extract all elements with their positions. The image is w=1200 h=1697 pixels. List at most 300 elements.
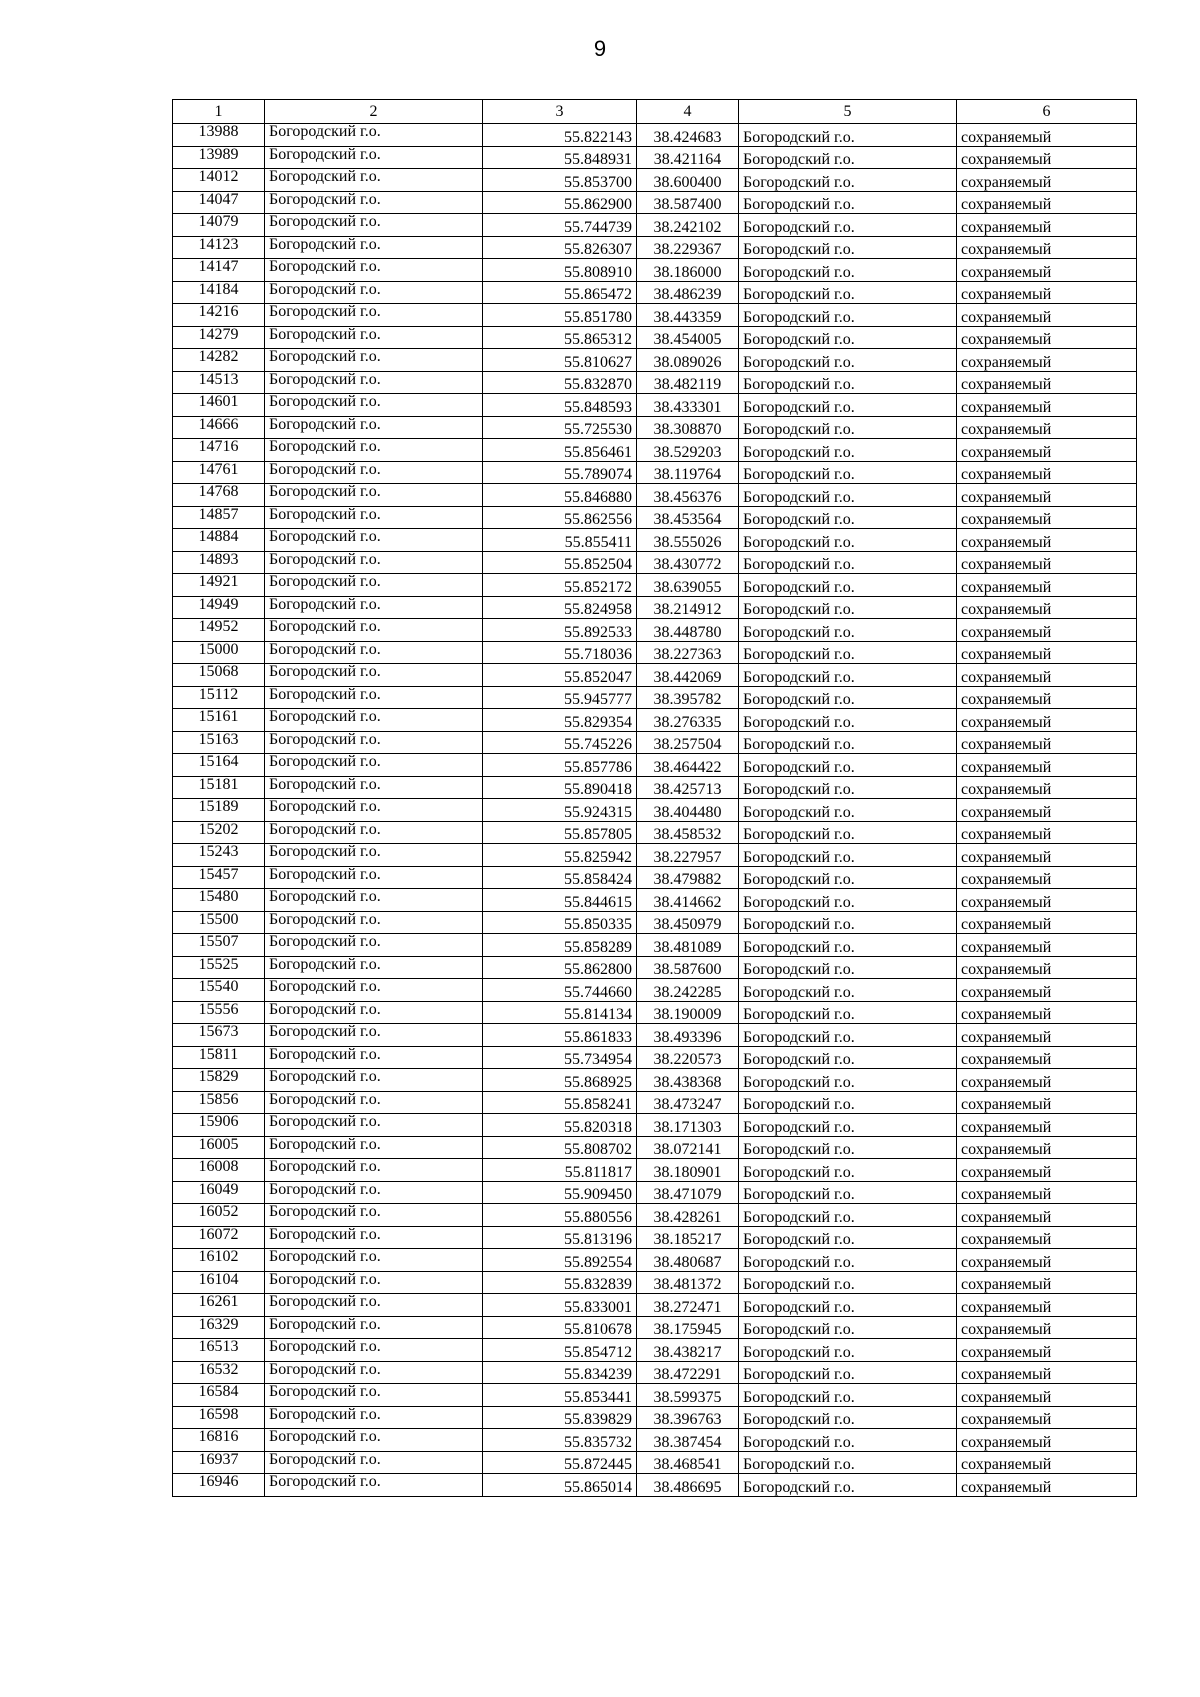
status-cell: сохраняемый (957, 371, 1137, 394)
longitude-cell: 38.272471 (637, 1294, 739, 1317)
location-district-cell: Богородский г.о. (739, 1226, 957, 1249)
longitude-cell: 38.185217 (637, 1226, 739, 1249)
status-cell: сохраняемый (957, 461, 1137, 484)
latitude-cell: 55.892554 (483, 1249, 637, 1272)
object-id-cell: 15243 (173, 844, 265, 867)
district-cell: Богородский г.о. (265, 146, 483, 169)
status-cell: сохраняемый (957, 934, 1137, 957)
location-district-cell: Богородский г.о. (739, 1406, 957, 1429)
object-id-cell: 14921 (173, 574, 265, 597)
district-cell: Богородский г.о. (265, 1069, 483, 1092)
status-cell: сохраняемый (957, 214, 1137, 237)
district-cell: Богородский г.о. (265, 1159, 483, 1182)
longitude-cell: 38.308870 (637, 416, 739, 439)
status-cell: сохраняемый (957, 1046, 1137, 1069)
longitude-cell: 38.555026 (637, 529, 739, 552)
table-row (173, 259, 1137, 282)
latitude-cell: 55.839829 (483, 1406, 637, 1429)
latitude-cell: 55.718036 (483, 641, 637, 664)
longitude-cell: 38.395782 (637, 686, 739, 709)
table-row (173, 1429, 1137, 1452)
object-id-cell: 15163 (173, 731, 265, 754)
object-id-cell: 15161 (173, 709, 265, 732)
district-cell: Богородский г.о. (265, 416, 483, 439)
longitude-cell: 38.421164 (637, 146, 739, 169)
page-number: 9 (593, 36, 607, 61)
district-cell: Богородский г.о. (265, 1384, 483, 1407)
table-row (173, 1339, 1137, 1362)
latitude-cell: 55.861833 (483, 1024, 637, 1047)
longitude-cell: 38.175945 (637, 1316, 739, 1339)
longitude-cell: 38.587400 (637, 191, 739, 214)
latitude-cell: 55.909450 (483, 1181, 637, 1204)
latitude-cell: 55.850335 (483, 911, 637, 934)
location-district-cell: Богородский г.о. (739, 754, 957, 777)
longitude-cell: 38.468541 (637, 1451, 739, 1474)
latitude-cell: 55.744739 (483, 214, 637, 237)
location-district-cell: Богородский г.о. (739, 1046, 957, 1069)
latitude-cell: 55.857786 (483, 754, 637, 777)
table-row (173, 394, 1137, 417)
object-id-cell: 15540 (173, 979, 265, 1002)
latitude-cell: 55.824958 (483, 596, 637, 619)
district-cell: Богородский г.о. (265, 1474, 483, 1497)
table-row (173, 1159, 1137, 1182)
location-district-cell: Богородский г.о. (739, 619, 957, 642)
latitude-cell: 55.858424 (483, 866, 637, 889)
table-row (173, 191, 1137, 214)
district-cell: Богородский г.о. (265, 169, 483, 192)
location-district-cell: Богородский г.о. (739, 709, 957, 732)
table-row (173, 529, 1137, 552)
object-id-cell: 16532 (173, 1361, 265, 1384)
location-district-cell: Богородский г.о. (739, 326, 957, 349)
object-id-cell: 15906 (173, 1114, 265, 1137)
latitude-cell: 55.810678 (483, 1316, 637, 1339)
status-cell: сохраняемый (957, 709, 1137, 732)
status-cell: сохраняемый (957, 1069, 1137, 1092)
district-cell: Богородский г.о. (265, 1294, 483, 1317)
location-district-cell: Богородский г.о. (739, 641, 957, 664)
longitude-cell: 38.227957 (637, 844, 739, 867)
table-row (173, 1316, 1137, 1339)
table-row (173, 664, 1137, 687)
longitude-cell: 38.190009 (637, 1001, 739, 1024)
longitude-cell: 38.214912 (637, 596, 739, 619)
district-cell: Богородский г.о. (265, 1181, 483, 1204)
object-id-cell: 16104 (173, 1271, 265, 1294)
longitude-cell: 38.186000 (637, 259, 739, 282)
district-cell: Богородский г.о. (265, 461, 483, 484)
location-district-cell: Богородский г.о. (739, 146, 957, 169)
longitude-cell: 38.119764 (637, 461, 739, 484)
object-id-cell: 14893 (173, 551, 265, 574)
longitude-cell: 38.450979 (637, 911, 739, 934)
object-id-cell: 16937 (173, 1451, 265, 1474)
longitude-cell: 38.458532 (637, 821, 739, 844)
longitude-cell: 38.443359 (637, 304, 739, 327)
location-district-cell: Богородский г.о. (739, 1159, 957, 1182)
latitude-cell: 55.811817 (483, 1159, 637, 1182)
table-header (173, 100, 1137, 124)
latitude-cell: 55.890418 (483, 776, 637, 799)
location-district-cell: Богородский г.о. (739, 1316, 957, 1339)
latitude-cell: 55.853700 (483, 169, 637, 192)
latitude-cell: 55.808702 (483, 1136, 637, 1159)
latitude-cell: 55.862556 (483, 506, 637, 529)
location-district-cell: Богородский г.о. (739, 1384, 957, 1407)
longitude-cell: 38.442069 (637, 664, 739, 687)
latitude-cell: 55.892533 (483, 619, 637, 642)
object-id-cell: 15829 (173, 1069, 265, 1092)
district-cell: Богородский г.о. (265, 1136, 483, 1159)
location-district-cell: Богородский г.о. (739, 124, 957, 147)
table-row (173, 236, 1137, 259)
table-row (173, 709, 1137, 732)
district-cell: Богородский г.о. (265, 1361, 483, 1384)
table-row (173, 506, 1137, 529)
latitude-cell: 55.844615 (483, 889, 637, 912)
column-header-2: 2 (265, 100, 483, 124)
object-id-cell: 16816 (173, 1429, 265, 1452)
latitude-cell: 55.865312 (483, 326, 637, 349)
status-cell: сохраняемый (957, 1226, 1137, 1249)
table-row (173, 1406, 1137, 1429)
object-id-cell: 14857 (173, 506, 265, 529)
longitude-cell: 38.438368 (637, 1069, 739, 1092)
table-row (173, 146, 1137, 169)
longitude-cell: 38.448780 (637, 619, 739, 642)
status-cell: сохраняемый (957, 1294, 1137, 1317)
column-header-5: 5 (739, 100, 957, 124)
table-row (173, 956, 1137, 979)
table-row (173, 1249, 1137, 1272)
status-cell: сохраняемый (957, 191, 1137, 214)
location-district-cell: Богородский г.о. (739, 1339, 957, 1362)
longitude-cell: 38.414662 (637, 889, 739, 912)
object-id-cell: 16329 (173, 1316, 265, 1339)
table-row (173, 1136, 1137, 1159)
location-district-cell: Богородский г.о. (739, 731, 957, 754)
table-row (173, 1091, 1137, 1114)
location-district-cell: Богородский г.о. (739, 281, 957, 304)
latitude-cell: 55.865472 (483, 281, 637, 304)
status-cell: сохраняемый (957, 1091, 1137, 1114)
table-row (173, 821, 1137, 844)
latitude-cell: 55.846880 (483, 484, 637, 507)
object-id-cell: 15189 (173, 799, 265, 822)
district-cell: Богородский г.о. (265, 236, 483, 259)
object-id-cell: 15000 (173, 641, 265, 664)
table-row (173, 551, 1137, 574)
object-id-cell: 15164 (173, 754, 265, 777)
object-id-cell: 14949 (173, 596, 265, 619)
table-row (173, 1114, 1137, 1137)
status-cell: сохраняемый (957, 304, 1137, 327)
longitude-cell: 38.639055 (637, 574, 739, 597)
longitude-cell: 38.171303 (637, 1114, 739, 1137)
table-row (173, 1474, 1137, 1497)
location-district-cell: Богородский г.о. (739, 169, 957, 192)
location-district-cell: Богородский г.о. (739, 889, 957, 912)
status-cell: сохраняемый (957, 1249, 1137, 1272)
location-district-cell: Богородский г.о. (739, 236, 957, 259)
table-row (173, 1451, 1137, 1474)
longitude-cell: 38.387454 (637, 1429, 739, 1452)
location-district-cell: Богородский г.о. (739, 1451, 957, 1474)
longitude-cell: 38.072141 (637, 1136, 739, 1159)
district-cell: Богородский г.о. (265, 866, 483, 889)
longitude-cell: 38.587600 (637, 956, 739, 979)
object-id-cell: 14079 (173, 214, 265, 237)
latitude-cell: 55.868925 (483, 1069, 637, 1092)
status-cell: сохраняемый (957, 281, 1137, 304)
status-cell: сохраняемый (957, 349, 1137, 372)
status-cell: сохраняемый (957, 956, 1137, 979)
district-cell: Богородский г.о. (265, 506, 483, 529)
object-id-cell: 15673 (173, 1024, 265, 1047)
location-district-cell: Богородский г.о. (739, 214, 957, 237)
district-cell: Богородский г.о. (265, 1046, 483, 1069)
longitude-cell: 38.600400 (637, 169, 739, 192)
status-cell: сохраняемый (957, 821, 1137, 844)
object-id-cell: 14012 (173, 169, 265, 192)
status-cell: сохраняемый (957, 979, 1137, 1002)
latitude-cell: 55.810627 (483, 349, 637, 372)
district-cell: Богородский г.о. (265, 259, 483, 282)
location-district-cell: Богородский г.о. (739, 304, 957, 327)
latitude-cell: 55.872445 (483, 1451, 637, 1474)
district-cell: Богородский г.о. (265, 956, 483, 979)
status-cell: сохраняемый (957, 889, 1137, 912)
location-district-cell: Богородский г.о. (739, 506, 957, 529)
table-row (173, 1384, 1137, 1407)
status-cell: сохраняемый (957, 731, 1137, 754)
status-cell: сохраняемый (957, 844, 1137, 867)
location-district-cell: Богородский г.о. (739, 416, 957, 439)
district-cell: Богородский г.о. (265, 844, 483, 867)
location-district-cell: Богородский г.о. (739, 1429, 957, 1452)
column-header-1: 1 (173, 100, 265, 124)
object-id-cell: 15556 (173, 1001, 265, 1024)
district-cell: Богородский г.о. (265, 551, 483, 574)
table-row (173, 799, 1137, 822)
table-row (173, 934, 1137, 957)
longitude-cell: 38.438217 (637, 1339, 739, 1362)
location-district-cell: Богородский г.о. (739, 686, 957, 709)
district-cell: Богородский г.о. (265, 934, 483, 957)
table-row (173, 641, 1137, 664)
latitude-cell: 55.857805 (483, 821, 637, 844)
location-district-cell: Богородский г.о. (739, 956, 957, 979)
status-cell: сохраняемый (957, 1001, 1137, 1024)
status-cell: сохраняемый (957, 439, 1137, 462)
object-id-cell: 14047 (173, 191, 265, 214)
longitude-cell: 38.229367 (637, 236, 739, 259)
district-cell: Богородский г.о. (265, 911, 483, 934)
district-cell: Богородский г.о. (265, 686, 483, 709)
district-cell: Богородский г.о. (265, 304, 483, 327)
table-row (173, 754, 1137, 777)
district-cell: Богородский г.о. (265, 1271, 483, 1294)
status-cell: сохраняемый (957, 1159, 1137, 1182)
object-id-cell: 16584 (173, 1384, 265, 1407)
object-id-cell: 15112 (173, 686, 265, 709)
status-cell: сохраняемый (957, 1181, 1137, 1204)
status-cell: сохраняемый (957, 799, 1137, 822)
latitude-cell: 55.833001 (483, 1294, 637, 1317)
table-row (173, 574, 1137, 597)
status-cell: сохраняемый (957, 1316, 1137, 1339)
longitude-cell: 38.242285 (637, 979, 739, 1002)
district-cell: Богородский г.о. (265, 326, 483, 349)
longitude-cell: 38.227363 (637, 641, 739, 664)
location-district-cell: Богородский г.о. (739, 866, 957, 889)
longitude-cell: 38.481089 (637, 934, 739, 957)
status-cell: сохраняемый (957, 911, 1137, 934)
longitude-cell: 38.428261 (637, 1204, 739, 1227)
object-id-cell: 14123 (173, 236, 265, 259)
district-cell: Богородский г.о. (265, 1204, 483, 1227)
district-cell: Богородский г.о. (265, 371, 483, 394)
table-row (173, 911, 1137, 934)
latitude-cell: 55.813196 (483, 1226, 637, 1249)
status-cell: сохраняемый (957, 1384, 1137, 1407)
district-cell: Богородский г.о. (265, 664, 483, 687)
table-row (173, 979, 1137, 1002)
district-cell: Богородский г.о. (265, 484, 483, 507)
district-cell: Богородский г.о. (265, 1226, 483, 1249)
latitude-cell: 55.829354 (483, 709, 637, 732)
table-body (173, 124, 1137, 1497)
district-cell: Богородский г.о. (265, 574, 483, 597)
object-id-cell: 14768 (173, 484, 265, 507)
object-id-cell: 14761 (173, 461, 265, 484)
table-row (173, 1271, 1137, 1294)
latitude-cell: 55.822143 (483, 124, 637, 147)
latitude-cell: 55.852504 (483, 551, 637, 574)
status-cell: сохраняемый (957, 529, 1137, 552)
object-id-cell: 15202 (173, 821, 265, 844)
status-cell: сохраняемый (957, 1361, 1137, 1384)
longitude-cell: 38.464422 (637, 754, 739, 777)
object-id-cell: 16261 (173, 1294, 265, 1317)
object-id-cell: 13989 (173, 146, 265, 169)
table-row (173, 1294, 1137, 1317)
district-cell: Богородский г.о. (265, 709, 483, 732)
location-district-cell: Богородский г.о. (739, 776, 957, 799)
table-row (173, 439, 1137, 462)
location-district-cell: Богородский г.о. (739, 394, 957, 417)
object-id-cell: 16005 (173, 1136, 265, 1159)
object-id-cell: 14513 (173, 371, 265, 394)
object-id-cell: 14184 (173, 281, 265, 304)
district-cell: Богородский г.о. (265, 889, 483, 912)
location-district-cell: Богородский г.о. (739, 979, 957, 1002)
longitude-cell: 38.480687 (637, 1249, 739, 1272)
table-row (173, 1226, 1137, 1249)
location-district-cell: Богородский г.о. (739, 664, 957, 687)
location-district-cell: Богородский г.о. (739, 1271, 957, 1294)
location-district-cell: Богородский г.о. (739, 1024, 957, 1047)
location-district-cell: Богородский г.о. (739, 1001, 957, 1024)
longitude-cell: 38.430772 (637, 551, 739, 574)
location-district-cell: Богородский г.о. (739, 1361, 957, 1384)
status-cell: сохраняемый (957, 1429, 1137, 1452)
longitude-cell: 38.425713 (637, 776, 739, 799)
status-cell: сохраняемый (957, 1406, 1137, 1429)
table-row (173, 596, 1137, 619)
district-cell: Богородский г.о. (265, 1114, 483, 1137)
object-id-cell: 15856 (173, 1091, 265, 1114)
district-cell: Богородский г.о. (265, 191, 483, 214)
location-district-cell: Богородский г.о. (739, 934, 957, 957)
status-cell: сохраняемый (957, 686, 1137, 709)
district-cell: Богородский г.о. (265, 821, 483, 844)
longitude-cell: 38.482119 (637, 371, 739, 394)
status-cell: сохраняемый (957, 416, 1137, 439)
longitude-cell: 38.486239 (637, 281, 739, 304)
column-header-3: 3 (483, 100, 637, 124)
latitude-cell: 55.865014 (483, 1474, 637, 1497)
latitude-cell: 55.856461 (483, 439, 637, 462)
longitude-cell: 38.454005 (637, 326, 739, 349)
district-cell: Богородский г.о. (265, 641, 483, 664)
status-cell: сохраняемый (957, 394, 1137, 417)
latitude-cell: 55.848593 (483, 394, 637, 417)
latitude-cell: 55.814134 (483, 1001, 637, 1024)
object-id-cell: 14952 (173, 619, 265, 642)
object-id-cell: 14666 (173, 416, 265, 439)
longitude-cell: 38.471079 (637, 1181, 739, 1204)
district-cell: Богородский г.о. (265, 349, 483, 372)
table-row (173, 304, 1137, 327)
longitude-cell: 38.433301 (637, 394, 739, 417)
object-id-cell: 15457 (173, 866, 265, 889)
object-id-cell: 15500 (173, 911, 265, 934)
location-district-cell: Богородский г.о. (739, 911, 957, 934)
object-id-cell: 14216 (173, 304, 265, 327)
latitude-cell: 55.862800 (483, 956, 637, 979)
location-district-cell: Богородский г.о. (739, 349, 957, 372)
location-district-cell: Богородский г.о. (739, 1114, 957, 1137)
latitude-cell: 55.789074 (483, 461, 637, 484)
district-cell: Богородский г.о. (265, 799, 483, 822)
location-district-cell: Богородский г.о. (739, 1181, 957, 1204)
longitude-cell: 38.220573 (637, 1046, 739, 1069)
latitude-cell: 55.880556 (483, 1204, 637, 1227)
object-id-cell: 15480 (173, 889, 265, 912)
district-cell: Богородский г.о. (265, 1406, 483, 1429)
object-id-cell: 14601 (173, 394, 265, 417)
district-cell: Богородский г.о. (265, 776, 483, 799)
table-row (173, 1024, 1137, 1047)
latitude-cell: 55.848931 (483, 146, 637, 169)
status-cell: сохраняемый (957, 776, 1137, 799)
longitude-cell: 38.473247 (637, 1091, 739, 1114)
location-district-cell: Богородский г.о. (739, 439, 957, 462)
location-district-cell: Богородский г.о. (739, 574, 957, 597)
table-row (173, 1361, 1137, 1384)
latitude-cell: 55.835732 (483, 1429, 637, 1452)
district-cell: Богородский г.о. (265, 281, 483, 304)
status-cell: сохраняемый (957, 169, 1137, 192)
latitude-cell: 55.808910 (483, 259, 637, 282)
district-cell: Богородский г.о. (265, 596, 483, 619)
status-cell: сохраняемый (957, 619, 1137, 642)
district-cell: Богородский г.о. (265, 619, 483, 642)
latitude-cell: 55.820318 (483, 1114, 637, 1137)
